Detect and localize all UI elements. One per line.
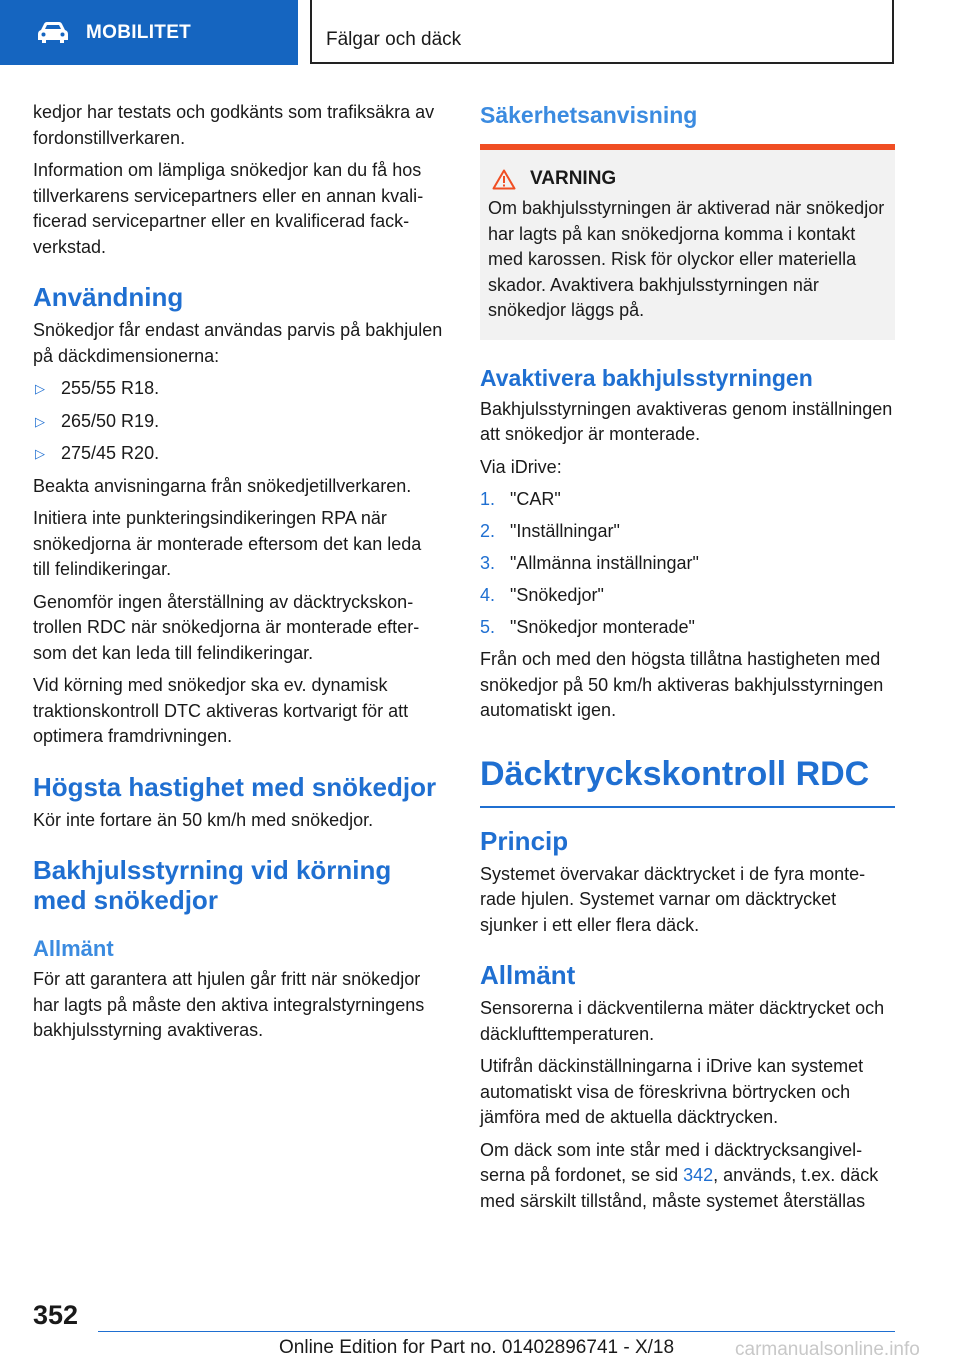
warning-label: VARNING — [530, 168, 617, 189]
paragraph: Via iDrive: — [480, 456, 562, 477]
paragraph: kedjor har testats och godkänts som trafiksäkra av fordonstillverkaren. — [33, 102, 435, 148]
warning-box — [480, 150, 895, 340]
tire-size-list — [33, 376, 443, 467]
page-header — [0, 0, 960, 66]
paragraph: Information om lämpliga snökedjor kan du få hos tillverkarens servicepartners eller en annan kvalificerad servicepartner eller en kvalificerad fackverkstad. — [33, 160, 424, 257]
warning-triangle-icon — [492, 169, 516, 190]
paragraph: För att garantera att hjulen går fritt när snökedjor har lagts på måste den aktiva integralstyrningens bakhjulsstyrning avaktiveras. — [33, 969, 425, 1040]
step-number: 5. — [480, 617, 496, 637]
triangle-bullet-icon: ▷ — [35, 381, 45, 396]
heading-avaktivera: Avaktivera bakhjulsstyrningen — [480, 364, 813, 391]
paragraph: Initiera inte punkteringsindikeringen RPA när snökedjorna är monterade eftersom det kan leda till felindikeringar. — [33, 508, 422, 579]
warning-text: Om bakhjulsstyrningen är aktiverad när snökedjor har lagts på kan snökedjorna komma i kontakt med karossen. Risk för olyckor eller materiella skador. Avaktivera bakhjulsstyrningen när snökedjor läggs på. — [488, 198, 885, 320]
idrive-steps — [480, 487, 895, 641]
paragraph: Kör inte fortare än 50 km/h med snökedjor. — [33, 809, 374, 830]
paragraph: Från och med den högsta tillåtna hastigheten med snökedjor på 50 km/h aktiveras bakhjulsstyrningen automatiskt igen. — [480, 649, 884, 720]
step-item — [480, 615, 895, 641]
list-item — [33, 409, 443, 435]
list-item-text: 275/45 R20. — [61, 443, 160, 463]
paragraph: Sensorerna i däckventilerna mäter däcktrycket och däcklufttemperaturen. — [480, 998, 885, 1044]
heading-sakerhetsanvisning: Säkerhetsanvisning — [480, 102, 698, 128]
triangle-bullet-icon: ▷ — [35, 413, 45, 429]
footer-rule — [98, 1331, 895, 1332]
step-item — [480, 519, 895, 545]
left-column — [33, 100, 443, 1051]
section-tab[interactable] — [310, 0, 894, 64]
car-icon — [36, 21, 70, 45]
paragraph: Bakhjulsstyrningen avaktiveras genom inställningen att snökedjor är monterade. — [480, 398, 893, 444]
heading-princip: Princip — [480, 825, 569, 856]
edition-text: Online Edition for Part no. 01402896741 - X/18 — [279, 1337, 675, 1358]
step-text: "Snökedjor" — [510, 585, 604, 605]
page-reference-link[interactable]: 342 — [683, 1165, 714, 1185]
paragraph: Utifrån däckinställningarna i iDrive kan systemet automatiskt visa de föreskrivna börtrycken och jämföra med de aktuella däcktrycken. — [480, 1056, 864, 1127]
list-item — [33, 376, 443, 402]
step-number: 2. — [480, 521, 496, 541]
paragraph-text: Om däck som inte står med i däcktrycksangivelserna på fordonet, se sid — [480, 1139, 863, 1185]
step-text: "Inställningar" — [510, 521, 620, 541]
chapter-tab-label: MOBILITET — [86, 21, 192, 43]
list-item — [33, 441, 443, 467]
paragraph: Beakta anvisningarna från snökedjetillverkaren. — [33, 475, 412, 496]
paragraph: Genomför ingen återställning av däcktryckskontrollen RDC när snökedjorna är monterade eftersom det kan leda till felindikeringar. — [33, 591, 420, 663]
step-item — [480, 583, 895, 609]
section-tab-label: Fälgar och däck — [326, 29, 462, 50]
step-number: 3. — [480, 553, 496, 573]
paragraph: Vid körning med snökedjor ska ev. dynamisk traktionskontroll DTC aktiveras kortvarigt för att optimera framdrivningen. — [33, 675, 409, 746]
triangle-bullet-icon: ▷ — [35, 446, 45, 461]
list-item-text: 265/50 R19. — [61, 410, 160, 431]
heading-hogsta-hastighet: Högsta hastighet med snökedjor — [33, 771, 437, 802]
chapter-tab-mobilitet[interactable] — [0, 0, 298, 65]
heading-allmant: Allmänt — [33, 936, 114, 961]
step-text: "Snökedjor monterade" — [510, 617, 695, 637]
paragraph-text: , används, t.ex. däck med särskilt tillstånd, måste systemet återställas — [480, 1165, 879, 1211]
step-number: 4. — [480, 585, 496, 605]
list-item-text: 255/55 R18. — [61, 378, 160, 398]
heading-rule — [480, 806, 895, 808]
watermark: carmanualsonline.info — [735, 1339, 920, 1360]
page-number: 352 — [33, 1300, 79, 1330]
paragraph — [480, 1138, 895, 1215]
heading-anvandning: Användning — [33, 282, 184, 312]
paragraph: Systemet övervakar däcktrycket i de fyra monterade hjulen. Systemet varnar om däcktrycket sjunker i ett eller flera däck. — [480, 863, 866, 935]
paragraph: Snökedjor får endast användas parvis på bakhjulen på däckdimensionerna: — [33, 320, 443, 366]
right-column — [480, 100, 895, 1221]
step-item — [480, 487, 895, 513]
heading-rdc: Däcktryckskontroll RDC — [480, 754, 870, 793]
step-number: 1. — [480, 489, 496, 509]
step-item — [480, 551, 895, 577]
step-text: "CAR" — [510, 489, 561, 509]
step-text: "Allmänna inställningar" — [510, 553, 699, 573]
heading-bakhjulsstyrning: Bakhjulsstyrning vid körning med snökedjor — [33, 855, 392, 915]
warning-title — [488, 168, 887, 190]
heading-allmant-rdc: Allmänt — [480, 960, 576, 990]
